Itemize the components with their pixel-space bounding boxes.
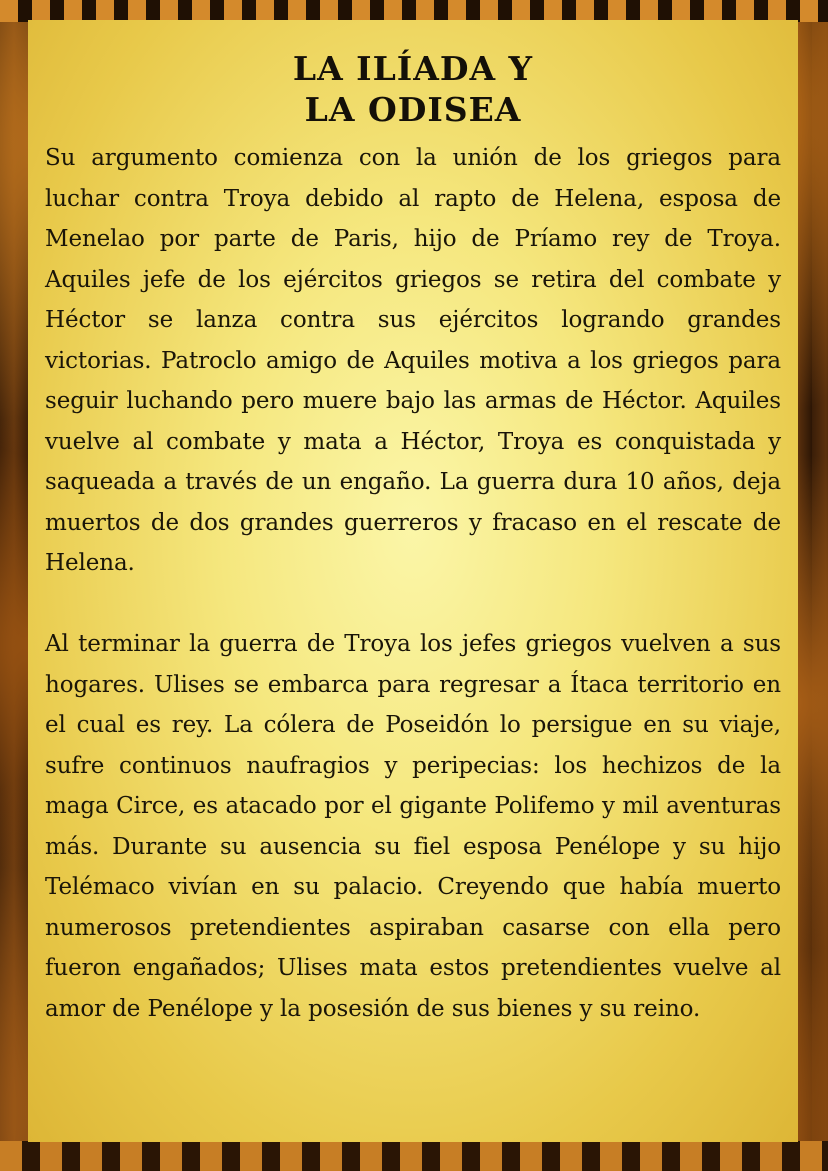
page-title (45, 48, 781, 130)
paragraph-odyssey: Al terminar la guerra de Troya los jefes griegos vuelven a sus hogares. Ulises se embarca para regresar a Ítaca territorio en el cual es rey. La cólera de Poseidón lo persigue en su viaje, sufre continuos naufragios y peripecias: los hechizos de la maga Circe, es atacado por el gigante Polifemo y mil aventuras más. Durante su ausencia su fiel esposa Penélope y su hijo Telémaco vivían en su palacio. Creyendo que había muerto numerosos pretendientes aspiraban casarse con ella pero fueron engañados; Ulises mata estos pretendientes vuelve al amor de Penélope y la posesión de sus bienes y su reino. (45, 631, 781, 1022)
background-frieze-top (0, 0, 828, 22)
paragraph-iliad: Su argumento comienza con la unión de los griegos para luchar contra Troya debido al rapto de Helena, esposa de Menelao por parte de Paris, hijo de Príamo rey de Troya. Aquiles jefe de los ejércitos griegos se retira del combate y Héctor se lanza contra sus ejércitos logrando grandes victorias. Patroclo amigo de Aquiles motiva a los griegos para seguir luchando pero muere bajo las armas de Héctor. Aquiles vuelve al combate y mata a Héctor, Troya es conquistada y saqueada a través de un engaño. La guerra dura 10 años, deja muertos de dos grandes guerreros y fracaso en el rescate de Helena. (45, 145, 781, 576)
background-frieze-bottom (0, 1141, 828, 1171)
title-line-1: LA ILÍADA Y (292, 49, 534, 88)
text-panel (28, 20, 798, 1142)
title-line-2: LA ODISEA (304, 90, 522, 129)
